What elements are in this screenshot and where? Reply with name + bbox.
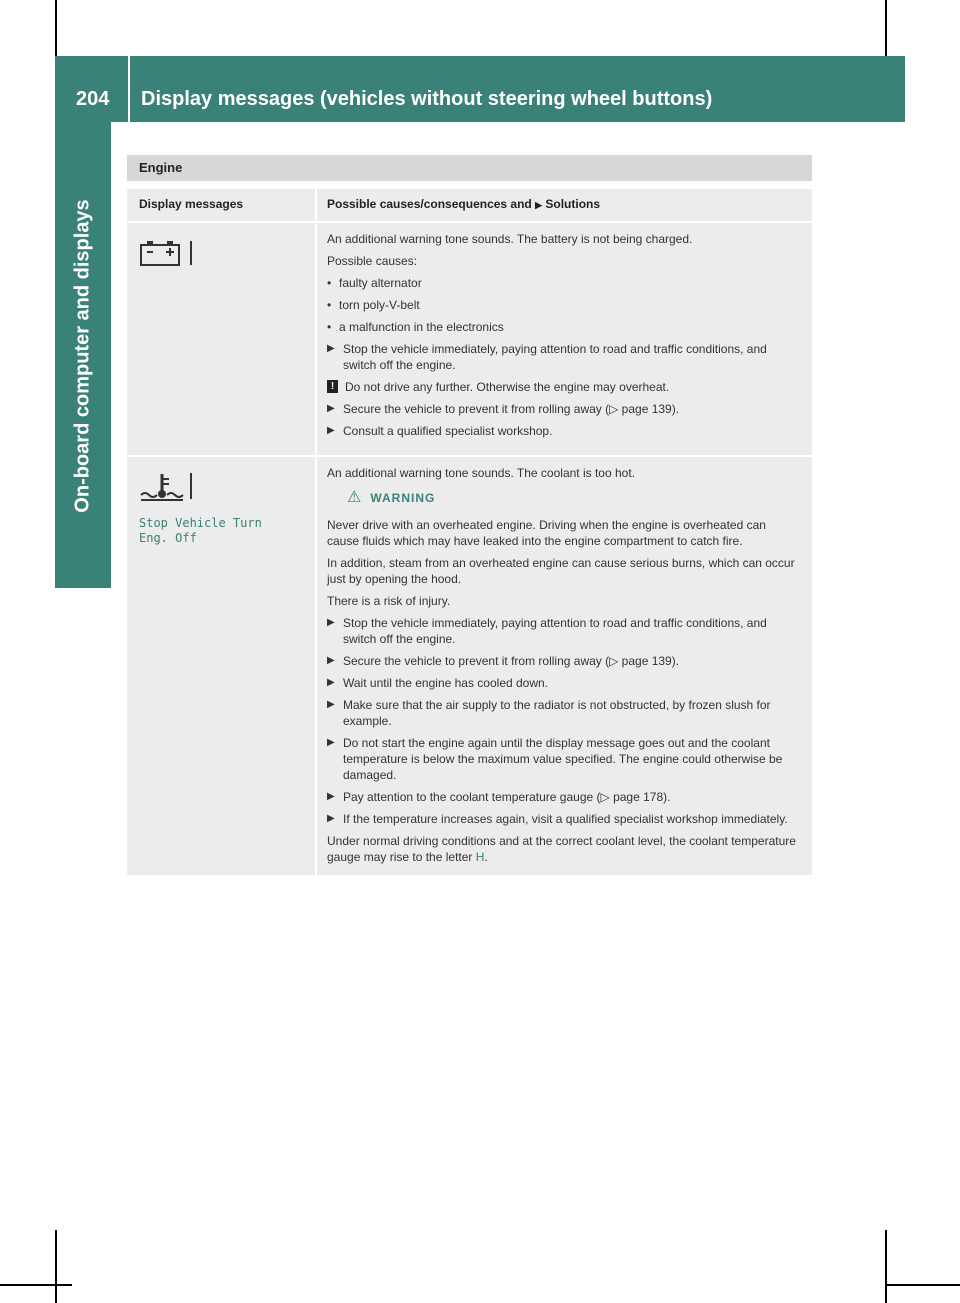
text-paragraph: An additional warning tone sounds. The battery is not being charged. (327, 232, 693, 246)
cause-item: • torn poly-V-belt (327, 297, 798, 313)
text-paragraph: Under normal driving conditions and at the correct coolant level, the coolant temperature gauge may rise to the letter H. (327, 834, 796, 864)
text-paragraph: Possible causes: (327, 254, 418, 268)
arrow-icon: ▶ (327, 737, 335, 748)
arrow-icon: ▶ (327, 343, 335, 354)
crop-mark (55, 0, 57, 56)
solution-step: ▶ Stop the vehicle immediately, paying attention to road and traffic conditions, and switch off the engine. (327, 616, 767, 646)
messages-table (127, 189, 812, 875)
note: ! Do not drive any further. Otherwise the engine may overheat. (327, 379, 798, 395)
table-row (127, 457, 812, 875)
section-header (127, 155, 812, 181)
crop-mark (0, 1284, 72, 1286)
solution-step: ▶ Do not start the engine again until the display message goes out and the coolant temperature is below the maximum value specified. The engine could otherwise be damaged. (327, 736, 783, 782)
warning-text: Never drive with an overheated engine. Driving when the engine is overheated can cause fluids which may have leaked into the engine compartment to catch fire. (327, 518, 766, 548)
solution-step: ▶ Wait until the engine has cooled down. (327, 676, 549, 690)
arrow-icon: ▶ (327, 403, 335, 414)
solution-step: ▶ Make sure that the air supply to the radiator is not obstructed, by frozen slush for example. (327, 698, 771, 728)
page-number: 204 (76, 88, 110, 110)
solution-step: ▶ Stop the vehicle immediately, paying attention to road and traffic conditions, and switch off the engine. (327, 342, 767, 372)
battery-icon (139, 237, 199, 267)
solution-step: ▶ Secure the vehicle to prevent it from rolling away (▷ page 139). (327, 402, 680, 416)
col-header-solutions-text: Solutions (545, 197, 601, 211)
chapter-label: On-board computer and displays (71, 199, 94, 513)
warning-icon: ⚠ (347, 489, 363, 506)
causes-cell (315, 223, 812, 455)
col-header-causes (315, 189, 812, 221)
display-message-cell (127, 223, 315, 455)
col-header-display-messages: Display messages (139, 197, 244, 211)
table-header-row (127, 189, 812, 223)
solution-step: ▶ If the temperature increases again, visit a qualified specialist workshop immediately. (327, 812, 788, 826)
arrow-icon: ▶ (327, 655, 335, 666)
warning-text: In addition, steam from an overheated engine can cause serious burns, which can occur just by opening the hood. (327, 556, 795, 586)
cause-item: • a malfunction in the electronics (327, 319, 798, 335)
causes-cell (315, 457, 812, 875)
arrow-icon: ▶ (327, 813, 335, 824)
table-row (127, 223, 812, 457)
coolant-temperature-icon (139, 471, 199, 501)
arrow-icon: ▶ (327, 699, 335, 710)
text-paragraph: An additional warning tone sounds. The coolant is too hot. (327, 466, 635, 480)
solution-step: ▶ Pay attention to the coolant temperature gauge (▷ page 178). (327, 790, 671, 804)
crop-mark (885, 1284, 960, 1286)
col-header-causes-text: Possible causes/consequences and (327, 197, 532, 211)
crop-mark (55, 1230, 57, 1303)
arrow-icon: ▶ (327, 791, 335, 802)
arrow-icon: ▶ (535, 200, 543, 210)
solution-step: ▶ Consult a qualified specialist workshop. (327, 424, 553, 438)
arrow-icon: ▶ (327, 677, 335, 688)
page-title: Display messages (vehicles without steering wheel buttons) (141, 88, 713, 110)
warning-heading: ⚠ WARNING (347, 489, 436, 506)
highlight-letter: H (475, 850, 485, 864)
arrow-icon: ▶ (327, 617, 335, 628)
solution-step: ▶ Secure the vehicle to prevent it from rolling away (▷ page 139). (327, 654, 680, 668)
note-icon: ! (327, 380, 338, 393)
display-message-text: Stop Vehicle Turn Eng. Off (139, 516, 262, 545)
cause-item: • faulty alternator (327, 275, 798, 291)
warning-text: There is a risk of injury. (327, 594, 451, 608)
arrow-icon: ▶ (327, 425, 335, 436)
crop-mark (885, 0, 887, 56)
crop-mark (885, 1230, 887, 1303)
display-message-cell (127, 457, 315, 875)
section-title: Engine (139, 160, 183, 175)
header-divider (128, 56, 130, 122)
